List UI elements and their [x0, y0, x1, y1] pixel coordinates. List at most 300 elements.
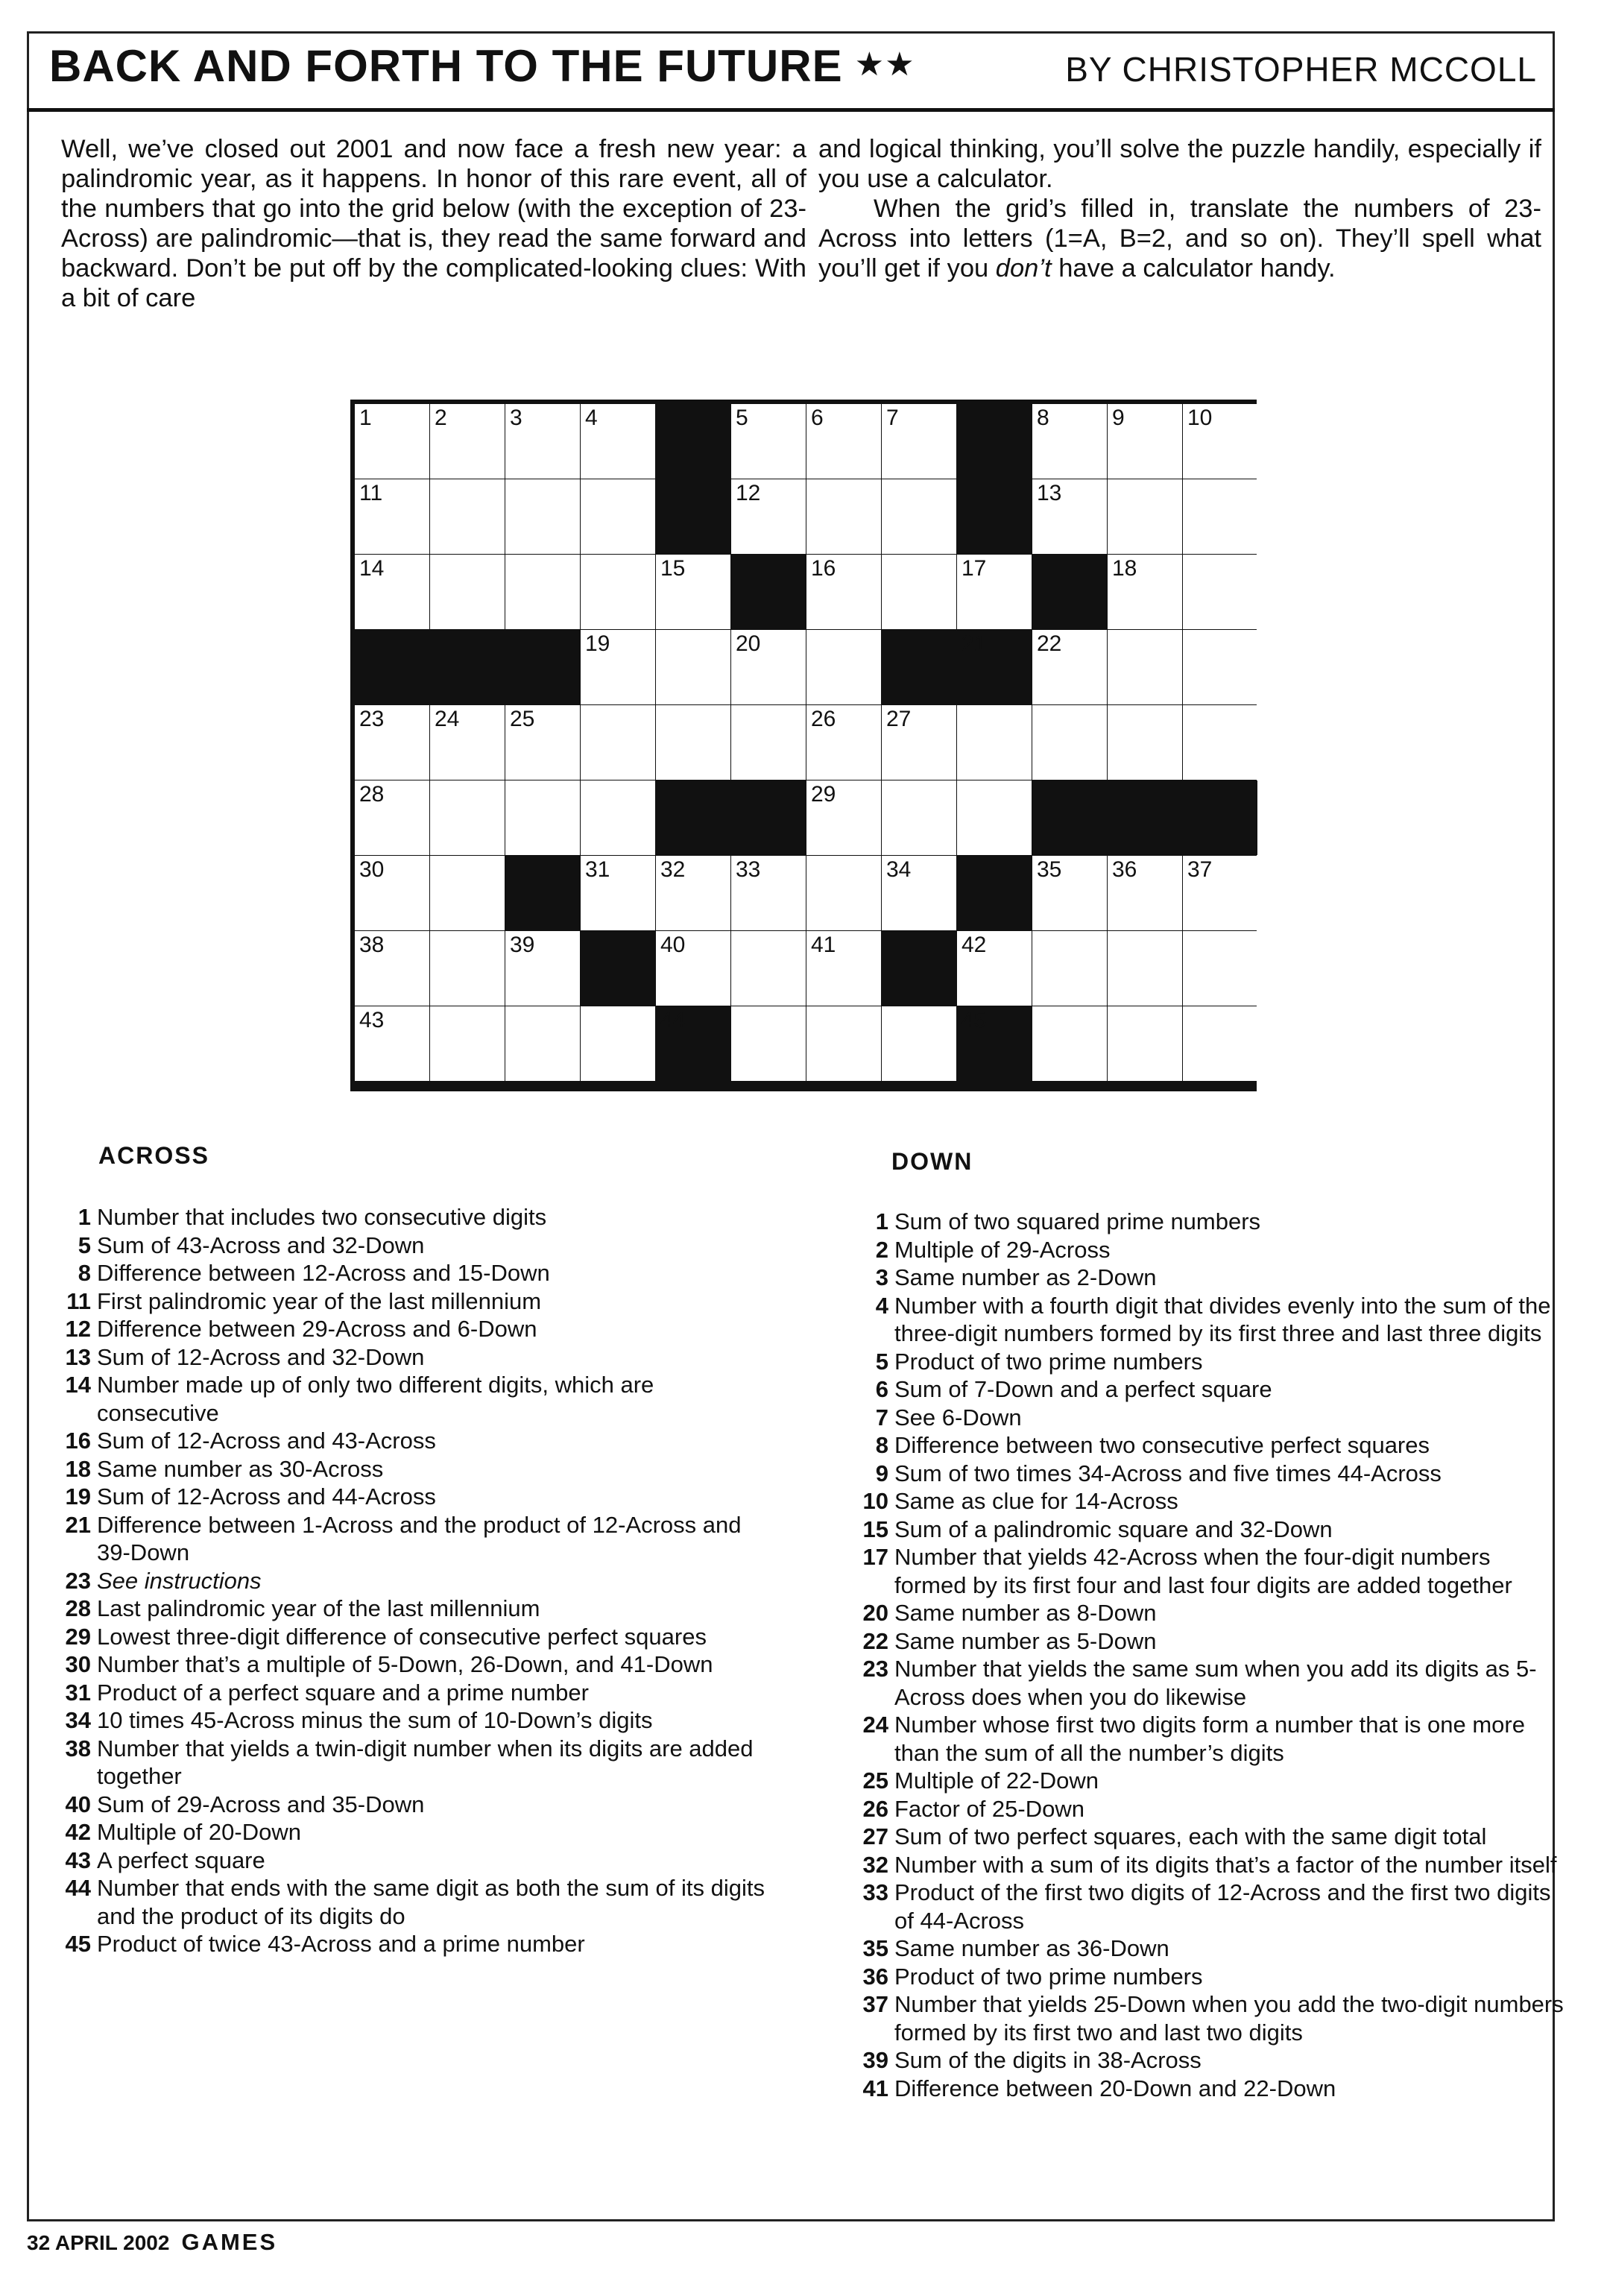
grid-cell[interactable] — [355, 780, 429, 855]
clue-text: Number with a sum of its digits that’s a factor of the number itself — [894, 1851, 1557, 1878]
grid-black-square — [430, 630, 505, 704]
grid-cell[interactable] — [731, 479, 806, 554]
grid-black-square — [1032, 555, 1107, 629]
cell-number: 16 — [811, 556, 836, 581]
grid-cell[interactable] — [355, 856, 429, 930]
clue-number: 17 — [862, 1544, 888, 1570]
grid-cell[interactable] — [1108, 931, 1182, 1006]
clue-text: Same number as 36-Down — [894, 1935, 1169, 1961]
cell-number: 39 — [510, 933, 535, 957]
clue-text: Sum of 12-Across and 44-Across — [97, 1483, 436, 1510]
grid-cell[interactable] — [806, 630, 881, 704]
down-clue — [850, 1236, 1565, 1264]
grid-cell[interactable] — [882, 705, 956, 780]
grid-cell[interactable] — [806, 1006, 881, 1081]
across-clue — [52, 1650, 768, 1679]
clue-text: Factor of 25-Down — [894, 1795, 1084, 1822]
cell-number: 38 — [359, 933, 385, 957]
clue-number: 42 — [65, 1819, 91, 1845]
down-clue — [850, 1460, 1565, 1488]
down-clue — [850, 1795, 1565, 1823]
across-clue-list — [52, 1203, 768, 1958]
cell-number: 1 — [359, 406, 372, 430]
grid-cell[interactable] — [355, 931, 429, 1006]
clue-text: Number that yields 42-Across when the four-digit numbers formed by its first four and last four digits are added together — [894, 1544, 1512, 1598]
down-clue — [850, 1990, 1565, 2046]
across-clue — [52, 1735, 768, 1791]
grid-cell[interactable] — [1032, 705, 1107, 780]
clue-number: 44 — [65, 1875, 91, 1901]
grid-cell[interactable] — [882, 1006, 956, 1081]
grid-cell[interactable] — [1183, 1006, 1257, 1081]
cell-number: 42 — [962, 933, 987, 957]
difficulty-stars: ★★ — [854, 46, 915, 83]
across-clue — [52, 1455, 768, 1483]
clue-number: 18 — [65, 1455, 91, 1482]
cell-number: 34 — [886, 857, 912, 882]
across-clue — [52, 1371, 768, 1427]
clue-text: Number made up of only two different digits, which are consecutive — [97, 1372, 654, 1426]
cell-number: 9 — [1112, 406, 1125, 430]
grid-cell[interactable] — [355, 705, 429, 780]
cell-number: 23 — [359, 707, 385, 731]
cell-number: 44 — [660, 1008, 686, 1032]
clue-text: Sum of the digits in 38-Across — [894, 2047, 1202, 2073]
grid-cell[interactable] — [1183, 705, 1257, 780]
clue-text: Number whose first two digits form a number that is one more than the sum of all the number’s digits — [894, 1712, 1525, 1766]
across-clue — [52, 1343, 768, 1372]
clue-number: 6 — [875, 1376, 888, 1402]
grid-cell[interactable] — [1032, 856, 1107, 930]
clue-number: 14 — [65, 1372, 91, 1398]
grid-cell[interactable] — [505, 931, 580, 1006]
down-clue — [850, 1404, 1565, 1432]
across-clue — [52, 1706, 768, 1735]
grid-cell[interactable] — [882, 404, 956, 479]
grid-cell[interactable] — [882, 856, 956, 930]
grid-cell[interactable] — [581, 705, 655, 780]
clue-number: 1 — [875, 1208, 888, 1234]
clue-text: Product of a perfect square and a prime number — [97, 1679, 589, 1706]
down-clue — [850, 1627, 1565, 1656]
page-info: 32 APRIL 2002 — [27, 2231, 170, 2254]
grid-black-square — [505, 856, 580, 930]
clue-text: Same number as 5-Down — [894, 1627, 1157, 1654]
clue-number: 5 — [78, 1231, 91, 1258]
intro-paragraph: When the grid’s filled in, translate the numbers of 23-Across into letters (1=A, B=2, and so on). They’ll spell what you’ll get if you don’t have a calculator handy. — [818, 195, 1541, 283]
grid-black-square — [957, 479, 1032, 554]
crossword-grid — [350, 400, 1257, 1091]
cell-number: 17 — [962, 556, 987, 581]
clue-text: Multiple of 20-Down — [97, 1819, 301, 1845]
down-clue-list — [850, 1208, 1565, 2102]
grid-black-square — [656, 1006, 730, 1081]
grid-cell[interactable] — [806, 856, 881, 930]
grid-black-square — [957, 1006, 1032, 1081]
grid-cell[interactable] — [957, 931, 1032, 1006]
clue-text: Number that yields the same sum when you add its digits as 5-Across does when you do likewise — [894, 1656, 1537, 1710]
intro-paragraph: and logical thinking, you’ll solve the puzzle handily, especially if you use a calculator. — [818, 135, 1541, 193]
cell-number: 20 — [736, 631, 761, 656]
clue-number: 9 — [875, 1460, 888, 1486]
grid-cell[interactable] — [731, 705, 806, 780]
clue-number: 5 — [875, 1348, 888, 1375]
cell-number: 29 — [811, 782, 836, 807]
cell-number: 7 — [886, 406, 899, 430]
across-clue — [52, 1287, 768, 1316]
grid-cell[interactable] — [957, 555, 1032, 629]
grid-cell[interactable] — [731, 931, 806, 1006]
clue-text: Difference between 12-Across and 15-Down — [97, 1260, 550, 1286]
grid-cell[interactable] — [505, 555, 580, 629]
cell-number: 33 — [736, 857, 761, 882]
clue-number: 15 — [862, 1516, 888, 1542]
clue-number: 1 — [78, 1204, 91, 1230]
clue-text: First palindromic year of the last millennium — [97, 1287, 542, 1314]
clue-text: Sum of two times 34-Across and five times 44-Across — [894, 1460, 1442, 1486]
grid-black-square — [957, 630, 1032, 704]
clue-number: 16 — [65, 1428, 91, 1454]
grid-cell[interactable] — [1183, 555, 1257, 629]
clue-text: See 6-Down — [894, 1404, 1022, 1431]
grid-cell[interactable] — [1108, 404, 1182, 479]
cell-number: 31 — [585, 857, 610, 882]
grid-cell[interactable] — [430, 856, 505, 930]
clue-number: 19 — [65, 1483, 91, 1510]
grid-cell[interactable] — [656, 856, 730, 930]
across-clue — [52, 1315, 768, 1343]
across-clue — [52, 1818, 768, 1846]
down-clue — [850, 1375, 1565, 1404]
cell-number: 3 — [510, 406, 522, 430]
across-clue — [52, 1567, 768, 1595]
down-clue — [850, 1767, 1565, 1795]
grid-cell[interactable] — [731, 1006, 806, 1081]
clue-text: Product of the first two digits of 12-Across and the first two digits of 44-Across — [894, 1879, 1551, 1934]
clue-text: Lowest three-digit difference of consecutive perfect squares — [97, 1623, 707, 1650]
grid-cell[interactable] — [430, 931, 505, 1006]
cell-number: 10 — [1187, 406, 1213, 430]
grid-cell[interactable] — [430, 555, 505, 629]
cell-number: 15 — [660, 556, 686, 581]
down-clue — [850, 1879, 1565, 1934]
cell-number: 12 — [736, 481, 761, 505]
grid-cell[interactable] — [581, 404, 655, 479]
clue-number: 20 — [862, 1600, 888, 1626]
down-clue — [850, 1431, 1565, 1460]
cell-number: 26 — [811, 707, 836, 731]
clue-number: 13 — [65, 1343, 91, 1370]
across-clue — [52, 1679, 768, 1707]
clue-number: 23 — [65, 1567, 91, 1594]
across-heading: ACROSS — [98, 1142, 209, 1169]
clue-text: Difference between 20-Down and 22-Down — [894, 2075, 1336, 2101]
clue-text: Same number as 30-Across — [97, 1455, 384, 1482]
clue-text: Number that yields 25-Down when you add the two-digit numbers formed by its first two and last two digits — [894, 1991, 1564, 2046]
clue-text: Same as clue for 14-Across — [894, 1488, 1178, 1514]
page-footer — [27, 2229, 277, 2256]
cell-number: 8 — [1037, 406, 1049, 430]
clue-text: Sum of a palindromic square and 32-Down — [894, 1516, 1333, 1542]
across-clue — [52, 1791, 768, 1819]
grid-cell[interactable] — [430, 404, 505, 479]
clue-number: 36 — [862, 1963, 888, 1990]
grid-cell[interactable] — [957, 780, 1032, 855]
across-clue — [52, 1259, 768, 1287]
grid-black-square — [731, 780, 806, 855]
clue-number: 37 — [862, 1991, 888, 2017]
clue-text: Product of two prime numbers — [894, 1963, 1203, 1990]
grid-cell[interactable] — [1032, 1006, 1107, 1081]
across-clue — [52, 1427, 768, 1455]
down-clue — [850, 1851, 1565, 1879]
grid-cell[interactable] — [581, 555, 655, 629]
grid-cell[interactable] — [806, 555, 881, 629]
grid-cell[interactable] — [505, 705, 580, 780]
grid-cell[interactable] — [882, 479, 956, 554]
clue-number: 30 — [65, 1651, 91, 1677]
clue-text: Sum of two perfect squares, each with the same digit total — [894, 1823, 1487, 1849]
intro-right-column — [818, 134, 1541, 283]
clue-text: Sum of two squared prime numbers — [894, 1208, 1261, 1234]
across-clue — [52, 1483, 768, 1511]
clue-text: Difference between two consecutive perfect squares — [894, 1432, 1430, 1458]
grid-cell[interactable] — [505, 1006, 580, 1081]
clue-text: Sum of 12-Across and 43-Across — [97, 1428, 436, 1454]
grid-cell[interactable] — [1032, 630, 1107, 704]
clue-number: 7 — [875, 1404, 888, 1431]
down-clue — [850, 1963, 1565, 1991]
grid-cell[interactable] — [430, 705, 505, 780]
clue-number: 27 — [862, 1823, 888, 1849]
clue-number: 32 — [862, 1851, 888, 1878]
grid-black-square — [505, 630, 580, 704]
clue-text: Product of two prime numbers — [894, 1348, 1203, 1375]
byline: BY CHRISTOPHER MCCOLL — [1065, 50, 1537, 89]
cell-number: 2 — [435, 406, 447, 430]
grid-cell[interactable] — [656, 555, 730, 629]
cell-number: 41 — [811, 933, 836, 957]
grid-cell[interactable] — [731, 404, 806, 479]
grid-cell[interactable] — [355, 479, 429, 554]
across-clue — [52, 1930, 768, 1958]
down-clue — [850, 1655, 1565, 1711]
grid-cell[interactable] — [656, 705, 730, 780]
clue-text: Difference between 29-Across and 6-Down — [97, 1316, 537, 1342]
magazine-name: GAMES — [181, 2229, 278, 2255]
grid-black-square — [957, 856, 1032, 930]
grid-cell[interactable] — [656, 630, 730, 704]
down-clue — [850, 1264, 1565, 1292]
grid-cell[interactable] — [806, 780, 881, 855]
clue-number: 8 — [78, 1260, 91, 1286]
grid-cell[interactable] — [731, 630, 806, 704]
grid-cell[interactable] — [1108, 856, 1182, 930]
across-clue — [52, 1511, 768, 1567]
cell-number: 45 — [962, 1008, 987, 1032]
clue-number: 21 — [65, 1511, 91, 1538]
cell-number: 13 — [1037, 481, 1062, 505]
across-clue — [52, 1203, 768, 1231]
clue-number: 2 — [875, 1236, 888, 1263]
across-clue — [52, 1595, 768, 1623]
down-clue — [850, 1599, 1565, 1627]
clue-number: 11 — [66, 1287, 91, 1314]
cell-number: 36 — [1112, 857, 1137, 882]
grid-cell[interactable] — [581, 479, 655, 554]
grid-cell[interactable] — [806, 705, 881, 780]
grid-black-square — [656, 479, 730, 554]
clue-number: 25 — [862, 1767, 888, 1794]
cell-number: 27 — [886, 707, 912, 731]
grid-cell[interactable] — [1032, 931, 1107, 1006]
down-clue — [850, 1543, 1565, 1599]
grid-cell[interactable] — [355, 404, 429, 479]
clue-number: 8 — [875, 1432, 888, 1458]
clue-number: 22 — [862, 1627, 888, 1654]
grid-cell[interactable] — [1108, 630, 1182, 704]
grid-cell[interactable] — [1032, 404, 1107, 479]
grid-cell[interactable] — [581, 856, 655, 930]
grid-black-square — [882, 931, 956, 1006]
grid-cell[interactable] — [505, 479, 580, 554]
cell-number: 32 — [660, 857, 686, 882]
grid-black-square — [656, 780, 730, 855]
clue-text: Number that yields a twin-digit number when its digits are added together — [97, 1735, 754, 1789]
cell-number: 19 — [585, 631, 610, 656]
clue-text: Sum of 7-Down and a perfect square — [894, 1376, 1272, 1402]
clue-text: Number that includes two consecutive digits — [97, 1204, 547, 1230]
clue-number: 39 — [862, 2047, 888, 2073]
clue-text: A perfect square — [97, 1846, 265, 1873]
down-clue — [850, 1711, 1565, 1767]
across-clue — [52, 1623, 768, 1651]
clue-text: Last palindromic year of the last millennium — [97, 1595, 540, 1621]
clue-number: 10 — [862, 1488, 888, 1514]
puzzle-title: BACK AND FORTH TO THE FUTURE ★★ — [49, 41, 915, 91]
grid-black-square — [1032, 780, 1107, 855]
grid-cell[interactable] — [1108, 479, 1182, 554]
grid-black-square — [1108, 780, 1182, 855]
grid-black-square — [656, 404, 730, 479]
cell-number: 43 — [359, 1008, 385, 1032]
clue-text: Same number as 8-Down — [894, 1600, 1157, 1626]
grid-cell[interactable] — [1183, 931, 1257, 1006]
grid-cell[interactable] — [1183, 479, 1257, 554]
grid-black-square — [731, 555, 806, 629]
grid-black-square — [581, 931, 655, 1006]
grid-cell[interactable] — [430, 479, 505, 554]
down-clue — [850, 1516, 1565, 1544]
down-clue — [850, 2075, 1565, 2103]
grid-cell[interactable] — [581, 780, 655, 855]
down-clue — [850, 1208, 1565, 1236]
cell-number: 6 — [811, 406, 824, 430]
clue-number: 33 — [862, 1879, 888, 1905]
clue-text: Number with a fourth digit that divides evenly into the sum of the three-digit numbers formed by its first three and last three digits — [894, 1292, 1551, 1346]
grid-cell[interactable] — [581, 630, 655, 704]
cell-number: 28 — [359, 782, 385, 807]
cell-number: 4 — [585, 406, 598, 430]
grid-cell[interactable] — [806, 931, 881, 1006]
grid-cell[interactable] — [882, 555, 956, 629]
cell-number: 35 — [1037, 857, 1062, 882]
clue-text: Difference between 1-Across and the product of 12-Across and 39-Down — [97, 1511, 742, 1565]
cell-number: 11 — [359, 481, 383, 505]
clue-number: 41 — [862, 2075, 888, 2101]
grid-cell[interactable] — [731, 856, 806, 930]
grid-cell[interactable] — [1108, 555, 1182, 629]
clue-text: Number that ends with the same digit as both the sum of its digits and the product of its digits do — [97, 1875, 765, 1929]
grid-cell[interactable] — [355, 555, 429, 629]
grid-cell[interactable] — [1183, 630, 1257, 704]
clue-text: Sum of 29-Across and 35-Down — [97, 1791, 425, 1817]
down-clue — [850, 2046, 1565, 2075]
clue-number: 29 — [65, 1623, 91, 1650]
across-clue — [52, 1231, 768, 1260]
clue-number: 34 — [65, 1707, 91, 1733]
grid-cell[interactable] — [1108, 705, 1182, 780]
clue-text: Same number as 2-Down — [894, 1264, 1157, 1290]
clue-text: Product of twice 43-Across and a prime number — [97, 1931, 585, 1957]
across-clue — [52, 1874, 768, 1930]
grid-cell[interactable] — [355, 1006, 429, 1081]
cell-number: 30 — [359, 857, 385, 882]
clue-number: 24 — [862, 1712, 888, 1738]
intro-paragraph: Well, we’ve closed out 2001 and now face a fresh new year: a palindromic year, as it happens. In honor of this rare event, all of the numbers that go into the grid below (with the exception of 23-Across) are palindromic—that is, they read the same forward and backward. Don’t be put off by the complicated-looking clues: With a bit of care — [61, 135, 806, 312]
clue-text: Multiple of 29-Across — [894, 1236, 1111, 1263]
grid-cell[interactable] — [581, 1006, 655, 1081]
grid-black-square — [882, 630, 956, 704]
cell-number: 21 — [962, 631, 987, 656]
clue-number: 35 — [862, 1935, 888, 1961]
grid-cell[interactable] — [1032, 479, 1107, 554]
grid-cell[interactable] — [957, 705, 1032, 780]
cell-number: 22 — [1037, 631, 1062, 656]
grid-cell[interactable] — [1108, 1006, 1182, 1081]
clue-number: 4 — [875, 1292, 888, 1319]
grid-cell[interactable] — [806, 404, 881, 479]
clue-text: See instructions — [97, 1567, 262, 1594]
down-clue — [850, 1934, 1565, 1963]
across-clue — [52, 1846, 768, 1875]
clue-number: 40 — [65, 1791, 91, 1817]
grid-black-square — [1183, 780, 1257, 855]
clue-number: 3 — [875, 1264, 888, 1290]
grid-cell[interactable] — [505, 404, 580, 479]
cell-number: 18 — [1112, 556, 1137, 581]
down-clue — [850, 1823, 1565, 1851]
clue-number: 28 — [65, 1595, 91, 1621]
clue-number: 38 — [65, 1735, 91, 1762]
grid-cell[interactable] — [882, 780, 956, 855]
grid-cell[interactable] — [656, 931, 730, 1006]
grid-cell[interactable] — [1183, 856, 1257, 930]
clue-text: 10 times 45-Across minus the sum of 10-Down’s digits — [97, 1707, 653, 1733]
grid-cell[interactable] — [1183, 404, 1257, 479]
grid-cell[interactable] — [430, 780, 505, 855]
down-clue — [850, 1487, 1565, 1516]
cell-number: 24 — [435, 707, 460, 731]
down-clue — [850, 1348, 1565, 1376]
clue-text: Sum of 12-Across and 32-Down — [97, 1343, 425, 1370]
down-clue — [850, 1292, 1565, 1348]
cell-number: 5 — [736, 406, 748, 430]
grid-cell[interactable] — [505, 780, 580, 855]
grid-cell[interactable] — [806, 479, 881, 554]
grid-cell[interactable] — [430, 1006, 505, 1081]
clue-number: 26 — [862, 1795, 888, 1822]
